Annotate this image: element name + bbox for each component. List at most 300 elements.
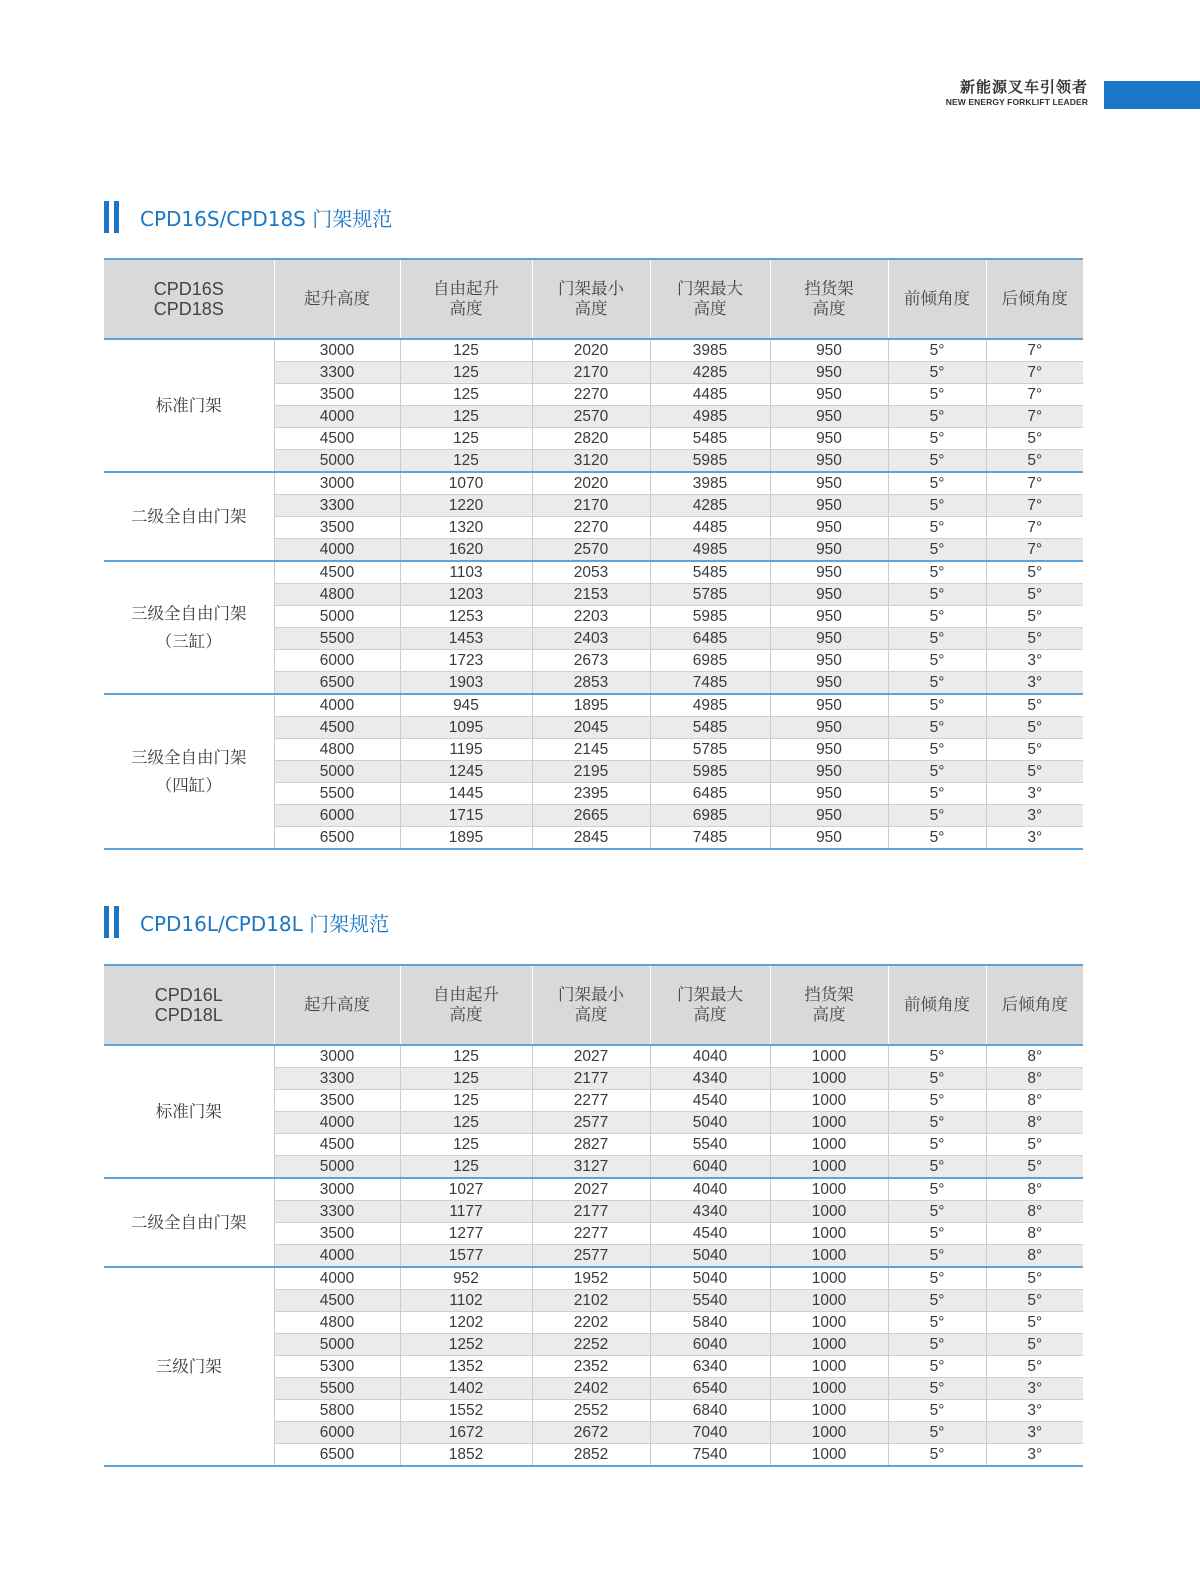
table-cell: 5040 bbox=[650, 1112, 770, 1134]
table-cell: 8° bbox=[986, 1068, 1083, 1090]
table-cell: 1000 bbox=[770, 1356, 888, 1378]
table-cell: 4540 bbox=[650, 1090, 770, 1112]
table-cell: 5° bbox=[888, 1201, 986, 1223]
table-cell: 6485 bbox=[650, 628, 770, 650]
table-cell: 1000 bbox=[770, 1134, 888, 1156]
header-min-height: 门架最小 高度 bbox=[532, 965, 650, 1045]
table-cell: 1102 bbox=[400, 1290, 532, 1312]
table-cell: 1895 bbox=[400, 827, 532, 850]
header-free-lift: 自由起升 高度 bbox=[400, 965, 532, 1045]
table-cell: 2020 bbox=[532, 339, 650, 362]
table-cell: 5° bbox=[888, 1334, 986, 1356]
table-cell: 950 bbox=[770, 384, 888, 406]
table-cell: 5500 bbox=[274, 783, 400, 805]
brand-title-cn: 新能源叉车引领者 bbox=[959, 78, 1088, 96]
table-cell: 950 bbox=[770, 339, 888, 362]
table-cell: 1103 bbox=[400, 561, 532, 584]
table-cell: 125 bbox=[400, 1112, 532, 1134]
table-cell: 2170 bbox=[532, 495, 650, 517]
table-cell: 1252 bbox=[400, 1334, 532, 1356]
table-cell: 8° bbox=[986, 1223, 1083, 1245]
table-cell: 1000 bbox=[770, 1245, 888, 1268]
table-cell: 1000 bbox=[770, 1112, 888, 1134]
table-cell: 5° bbox=[888, 1312, 986, 1334]
table-cell: 4500 bbox=[274, 1134, 400, 1156]
table-cell: 3° bbox=[986, 783, 1083, 805]
table-cell: 4000 bbox=[274, 694, 400, 717]
table-cell: 1000 bbox=[770, 1422, 888, 1444]
table-cell: 950 bbox=[770, 584, 888, 606]
table-cell: 5° bbox=[986, 1334, 1083, 1356]
table-cell: 5° bbox=[986, 606, 1083, 628]
table-row bbox=[104, 1267, 1083, 1290]
table-cell: 6840 bbox=[650, 1400, 770, 1422]
title-bars-icon bbox=[104, 906, 119, 938]
table-cell: 1000 bbox=[770, 1090, 888, 1112]
table-cell: 3° bbox=[986, 805, 1083, 827]
table-cell: 1672 bbox=[400, 1422, 532, 1444]
table-cell: 5° bbox=[888, 606, 986, 628]
table-cell: 4340 bbox=[650, 1068, 770, 1090]
table-cell: 3° bbox=[986, 1444, 1083, 1467]
table-cell: 5° bbox=[888, 1112, 986, 1134]
table-cell: 950 bbox=[770, 717, 888, 739]
table-cell: 1027 bbox=[400, 1178, 532, 1201]
table-cell: 4985 bbox=[650, 539, 770, 562]
table-cell: 2665 bbox=[532, 805, 650, 827]
table-cell: 1000 bbox=[770, 1045, 888, 1068]
table-cell: 950 bbox=[770, 539, 888, 562]
table-cell: 1895 bbox=[532, 694, 650, 717]
table-cell: 125 bbox=[400, 384, 532, 406]
table-cell: 2252 bbox=[532, 1334, 650, 1356]
brand-block bbox=[946, 80, 1088, 107]
table-cell: 2570 bbox=[532, 406, 650, 428]
table-cell: 4800 bbox=[274, 739, 400, 761]
table-cell: 5300 bbox=[274, 1356, 400, 1378]
table-cell: 5° bbox=[986, 1290, 1083, 1312]
table-cell: 5000 bbox=[274, 450, 400, 473]
table-cell: 3500 bbox=[274, 1090, 400, 1112]
table-cell: 5485 bbox=[650, 717, 770, 739]
table-cell: 6500 bbox=[274, 1444, 400, 1467]
table-cell: 2027 bbox=[532, 1045, 650, 1068]
table-cell: 5° bbox=[888, 783, 986, 805]
table-cell: 5° bbox=[986, 1156, 1083, 1179]
table-cell: 7° bbox=[986, 406, 1083, 428]
table-cell: 3300 bbox=[274, 362, 400, 384]
table-cell: 2672 bbox=[532, 1422, 650, 1444]
table-cell: 3500 bbox=[274, 384, 400, 406]
table-cell: 4800 bbox=[274, 584, 400, 606]
table-cell: 5800 bbox=[274, 1400, 400, 1422]
table-cell: 950 bbox=[770, 561, 888, 584]
table-cell: 8° bbox=[986, 1201, 1083, 1223]
table-cell: 5° bbox=[986, 694, 1083, 717]
header-backrest-height: 挡货架 高度 bbox=[770, 259, 888, 339]
table-cell: 1070 bbox=[400, 472, 532, 495]
brand-title-en: NEW ENERGY FORKLIFT LEADER bbox=[945, 97, 1088, 107]
table-cell: 5° bbox=[888, 406, 986, 428]
table-cell: 2177 bbox=[532, 1068, 650, 1090]
table-cell: 1000 bbox=[770, 1223, 888, 1245]
table-cell: 6040 bbox=[650, 1156, 770, 1179]
table-cell: 125 bbox=[400, 428, 532, 450]
table-row bbox=[104, 339, 1083, 362]
table-cell: 5785 bbox=[650, 739, 770, 761]
mast-type-label: 三级门架 bbox=[104, 1267, 274, 1466]
table-cell: 2402 bbox=[532, 1378, 650, 1400]
table-cell: 4485 bbox=[650, 384, 770, 406]
table-cell: 5° bbox=[986, 450, 1083, 473]
table-cell: 3° bbox=[986, 1378, 1083, 1400]
table-cell: 1245 bbox=[400, 761, 532, 783]
table-cell: 5° bbox=[888, 539, 986, 562]
table-cell: 1352 bbox=[400, 1356, 532, 1378]
table-cell: 4500 bbox=[274, 717, 400, 739]
table-cell: 1320 bbox=[400, 517, 532, 539]
table-cell: 5° bbox=[888, 1223, 986, 1245]
table-cell: 1000 bbox=[770, 1400, 888, 1422]
table-cell: 1095 bbox=[400, 717, 532, 739]
table-cell: 950 bbox=[770, 827, 888, 850]
table-cell: 7485 bbox=[650, 827, 770, 850]
table-cell: 5785 bbox=[650, 584, 770, 606]
table-cell: 1277 bbox=[400, 1223, 532, 1245]
table-cell: 3500 bbox=[274, 517, 400, 539]
mast-type-label: 三级全自由门架 （四缸） bbox=[104, 694, 274, 849]
table-cell: 5500 bbox=[274, 628, 400, 650]
table-cell: 2820 bbox=[532, 428, 650, 450]
table-cell: 1723 bbox=[400, 650, 532, 672]
table-cell: 1903 bbox=[400, 672, 532, 695]
table-cell: 2852 bbox=[532, 1444, 650, 1467]
table-cell: 3000 bbox=[274, 339, 400, 362]
table-cell: 3000 bbox=[274, 472, 400, 495]
table-cell: 5° bbox=[888, 428, 986, 450]
table-cell: 950 bbox=[770, 739, 888, 761]
table-cell: 2145 bbox=[532, 739, 650, 761]
mast-type-label: 标准门架 bbox=[104, 339, 274, 472]
table-cell: 950 bbox=[770, 406, 888, 428]
table-cell: 5° bbox=[888, 672, 986, 695]
table-cell: 1000 bbox=[770, 1267, 888, 1290]
table-cell: 7° bbox=[986, 517, 1083, 539]
table-cell: 5000 bbox=[274, 1334, 400, 1356]
table-cell: 3120 bbox=[532, 450, 650, 473]
table-cell: 2027 bbox=[532, 1178, 650, 1201]
table-cell: 6040 bbox=[650, 1334, 770, 1356]
table-cell: 1453 bbox=[400, 628, 532, 650]
table-cell: 5° bbox=[888, 517, 986, 539]
table-cell: 5° bbox=[888, 628, 986, 650]
table-header-row bbox=[104, 965, 1083, 1045]
table-cell: 2203 bbox=[532, 606, 650, 628]
header-lift-height: 起升高度 bbox=[274, 965, 400, 1045]
table-cell: 4500 bbox=[274, 428, 400, 450]
table-cell: 5° bbox=[888, 1378, 986, 1400]
table-cell: 5° bbox=[888, 339, 986, 362]
table-cell: 4500 bbox=[274, 561, 400, 584]
table-cell: 125 bbox=[400, 450, 532, 473]
table-row bbox=[104, 1045, 1083, 1068]
table-cell: 4500 bbox=[274, 1290, 400, 1312]
table-cell: 950 bbox=[770, 472, 888, 495]
table-cell: 4285 bbox=[650, 362, 770, 384]
table-cell: 2845 bbox=[532, 827, 650, 850]
table-cell: 1000 bbox=[770, 1312, 888, 1334]
table-cell: 4285 bbox=[650, 495, 770, 517]
table-cell: 6340 bbox=[650, 1356, 770, 1378]
table-cell: 950 bbox=[770, 783, 888, 805]
table-cell: 6985 bbox=[650, 650, 770, 672]
table-cell: 1577 bbox=[400, 1245, 532, 1268]
table-cell: 7° bbox=[986, 384, 1083, 406]
table-cell: 5° bbox=[888, 805, 986, 827]
table-cell: 125 bbox=[400, 1090, 532, 1112]
table-cell: 6000 bbox=[274, 1422, 400, 1444]
table-row bbox=[104, 1178, 1083, 1201]
table-cell: 952 bbox=[400, 1267, 532, 1290]
table-cell: 5500 bbox=[274, 1378, 400, 1400]
table-cell: 5° bbox=[888, 827, 986, 850]
table-cell: 5040 bbox=[650, 1245, 770, 1268]
table-cell: 7040 bbox=[650, 1422, 770, 1444]
table-cell: 5° bbox=[888, 561, 986, 584]
mast-type-label: 标准门架 bbox=[104, 1045, 274, 1178]
table-cell: 1715 bbox=[400, 805, 532, 827]
table-cell: 7485 bbox=[650, 672, 770, 695]
table-cell: 950 bbox=[770, 628, 888, 650]
table-row bbox=[104, 472, 1083, 495]
spec-table-l bbox=[104, 964, 1083, 1467]
mast-type-label: 二级全自由门架 bbox=[104, 472, 274, 561]
table-cell: 5° bbox=[888, 450, 986, 473]
table-cell: 5° bbox=[888, 739, 986, 761]
table-cell: 8° bbox=[986, 1178, 1083, 1201]
table-cell: 5° bbox=[888, 584, 986, 606]
table-cell: 7° bbox=[986, 495, 1083, 517]
table-cell: 950 bbox=[770, 428, 888, 450]
table-cell: 3° bbox=[986, 650, 1083, 672]
table-cell: 5985 bbox=[650, 761, 770, 783]
table-cell: 1000 bbox=[770, 1290, 888, 1312]
table-cell: 1000 bbox=[770, 1334, 888, 1356]
mast-type-label: 二级全自由门架 bbox=[104, 1178, 274, 1267]
table-cell: 2195 bbox=[532, 761, 650, 783]
table-row bbox=[104, 694, 1083, 717]
table-cell: 6485 bbox=[650, 783, 770, 805]
table-cell: 5° bbox=[888, 495, 986, 517]
title-bars-icon bbox=[104, 201, 119, 233]
table-cell: 4000 bbox=[274, 1267, 400, 1290]
table-cell: 5° bbox=[986, 1134, 1083, 1156]
table-cell: 2673 bbox=[532, 650, 650, 672]
table-cell: 1000 bbox=[770, 1378, 888, 1400]
model-header: CPD16L CPD18L bbox=[104, 965, 274, 1045]
header-backward-tilt: 后倾角度 bbox=[986, 259, 1083, 339]
table-cell: 6985 bbox=[650, 805, 770, 827]
table-cell: 2577 bbox=[532, 1245, 650, 1268]
table-cell: 3127 bbox=[532, 1156, 650, 1179]
table-cell: 4040 bbox=[650, 1178, 770, 1201]
table-cell: 2277 bbox=[532, 1090, 650, 1112]
header-max-height: 门架最大 高度 bbox=[650, 259, 770, 339]
table-cell: 4540 bbox=[650, 1223, 770, 1245]
table-cell: 950 bbox=[770, 694, 888, 717]
table-cell: 5° bbox=[888, 362, 986, 384]
table-cell: 7° bbox=[986, 539, 1083, 562]
table-cell: 5° bbox=[986, 1356, 1083, 1378]
table-cell: 2352 bbox=[532, 1356, 650, 1378]
table-cell: 4000 bbox=[274, 406, 400, 428]
table-cell: 5985 bbox=[650, 450, 770, 473]
table-cell: 3° bbox=[986, 672, 1083, 695]
table-cell: 4000 bbox=[274, 1245, 400, 1268]
table-cell: 4000 bbox=[274, 539, 400, 562]
table-cell: 5° bbox=[986, 739, 1083, 761]
table-cell: 5° bbox=[888, 761, 986, 783]
table-cell: 5° bbox=[888, 694, 986, 717]
table-cell: 950 bbox=[770, 517, 888, 539]
table-cell: 5° bbox=[888, 1068, 986, 1090]
table-cell: 1203 bbox=[400, 584, 532, 606]
table-cell: 3300 bbox=[274, 1201, 400, 1223]
table-cell: 3° bbox=[986, 1422, 1083, 1444]
model-header: CPD16S CPD18S bbox=[104, 259, 274, 339]
section-title-1 bbox=[104, 201, 392, 233]
table-cell: 2395 bbox=[532, 783, 650, 805]
table-cell: 4985 bbox=[650, 406, 770, 428]
table-cell: 2270 bbox=[532, 384, 650, 406]
table-cell: 3000 bbox=[274, 1045, 400, 1068]
table-cell: 2577 bbox=[532, 1112, 650, 1134]
table-cell: 5° bbox=[986, 584, 1083, 606]
table-cell: 1202 bbox=[400, 1312, 532, 1334]
table-cell: 950 bbox=[770, 650, 888, 672]
table-cell: 125 bbox=[400, 1156, 532, 1179]
table-cell: 1000 bbox=[770, 1444, 888, 1467]
table-cell: 3° bbox=[986, 827, 1083, 850]
table-cell: 2177 bbox=[532, 1201, 650, 1223]
header-forward-tilt: 前倾角度 bbox=[888, 965, 986, 1045]
table-cell: 5485 bbox=[650, 561, 770, 584]
table-body bbox=[104, 339, 1083, 849]
table-cell: 1195 bbox=[400, 739, 532, 761]
table-cell: 4040 bbox=[650, 1045, 770, 1068]
header-lift-height: 起升高度 bbox=[274, 259, 400, 339]
table-cell: 8° bbox=[986, 1245, 1083, 1268]
table-cell: 125 bbox=[400, 1045, 532, 1068]
table-cell: 5° bbox=[986, 428, 1083, 450]
table-cell: 1000 bbox=[770, 1178, 888, 1201]
table-cell: 1552 bbox=[400, 1400, 532, 1422]
table-cell: 1000 bbox=[770, 1201, 888, 1223]
table-cell: 950 bbox=[770, 805, 888, 827]
table-cell: 3000 bbox=[274, 1178, 400, 1201]
table-cell: 4000 bbox=[274, 1112, 400, 1134]
table-cell: 3300 bbox=[274, 1068, 400, 1090]
table-cell: 3° bbox=[986, 1400, 1083, 1422]
table-cell: 5000 bbox=[274, 1156, 400, 1179]
table-cell: 125 bbox=[400, 406, 532, 428]
table-cell: 950 bbox=[770, 672, 888, 695]
table-cell: 5° bbox=[888, 650, 986, 672]
table-cell: 7540 bbox=[650, 1444, 770, 1467]
table-cell: 945 bbox=[400, 694, 532, 717]
table-cell: 5000 bbox=[274, 761, 400, 783]
table-cell: 125 bbox=[400, 1134, 532, 1156]
table-cell: 5° bbox=[888, 1090, 986, 1112]
table-cell: 3500 bbox=[274, 1223, 400, 1245]
table-cell: 1177 bbox=[400, 1201, 532, 1223]
table-cell: 950 bbox=[770, 761, 888, 783]
table-cell: 6500 bbox=[274, 827, 400, 850]
table-cell: 5° bbox=[986, 1267, 1083, 1290]
table-cell: 950 bbox=[770, 450, 888, 473]
header-free-lift: 自由起升 高度 bbox=[400, 259, 532, 339]
table-cell: 8° bbox=[986, 1112, 1083, 1134]
table-cell: 6540 bbox=[650, 1378, 770, 1400]
table-cell: 1253 bbox=[400, 606, 532, 628]
table-cell: 1952 bbox=[532, 1267, 650, 1290]
header-max-height: 门架最大 高度 bbox=[650, 965, 770, 1045]
table-cell: 5° bbox=[888, 1245, 986, 1268]
table-cell: 125 bbox=[400, 1068, 532, 1090]
table-cell: 2153 bbox=[532, 584, 650, 606]
table-cell: 2045 bbox=[532, 717, 650, 739]
table-cell: 5° bbox=[888, 1400, 986, 1422]
table-cell: 6500 bbox=[274, 672, 400, 695]
table-cell: 5° bbox=[888, 1444, 986, 1467]
table-cell: 2552 bbox=[532, 1400, 650, 1422]
header-backrest-height: 挡货架 高度 bbox=[770, 965, 888, 1045]
table-body bbox=[104, 1045, 1083, 1466]
table-cell: 5° bbox=[986, 628, 1083, 650]
header-forward-tilt: 前倾角度 bbox=[888, 259, 986, 339]
header-backward-tilt: 后倾角度 bbox=[986, 965, 1083, 1045]
section-title-text: CPD16L/CPD18L 门架规范 bbox=[140, 911, 390, 936]
table-cell: 1220 bbox=[400, 495, 532, 517]
table-cell: 6000 bbox=[274, 805, 400, 827]
table-cell: 2853 bbox=[532, 672, 650, 695]
table-cell: 5° bbox=[986, 717, 1083, 739]
table-cell: 4485 bbox=[650, 517, 770, 539]
table-cell: 2202 bbox=[532, 1312, 650, 1334]
table-cell: 5985 bbox=[650, 606, 770, 628]
table-cell: 5° bbox=[888, 384, 986, 406]
table-cell: 125 bbox=[400, 362, 532, 384]
table-cell: 5° bbox=[986, 761, 1083, 783]
table-cell: 4985 bbox=[650, 694, 770, 717]
table-cell: 950 bbox=[770, 495, 888, 517]
table-cell: 2020 bbox=[532, 472, 650, 495]
table-cell: 8° bbox=[986, 1045, 1083, 1068]
table-cell: 8° bbox=[986, 1090, 1083, 1112]
table-cell: 3985 bbox=[650, 339, 770, 362]
brand-accent-bar bbox=[1104, 81, 1200, 109]
table-cell: 1000 bbox=[770, 1156, 888, 1179]
table-cell: 5485 bbox=[650, 428, 770, 450]
section-title-2 bbox=[104, 906, 389, 938]
table-cell: 6000 bbox=[274, 650, 400, 672]
table-cell: 2170 bbox=[532, 362, 650, 384]
table-cell: 1402 bbox=[400, 1378, 532, 1400]
table-cell: 2053 bbox=[532, 561, 650, 584]
table-cell: 7° bbox=[986, 339, 1083, 362]
table-header-row bbox=[104, 259, 1083, 339]
table-cell: 4800 bbox=[274, 1312, 400, 1334]
